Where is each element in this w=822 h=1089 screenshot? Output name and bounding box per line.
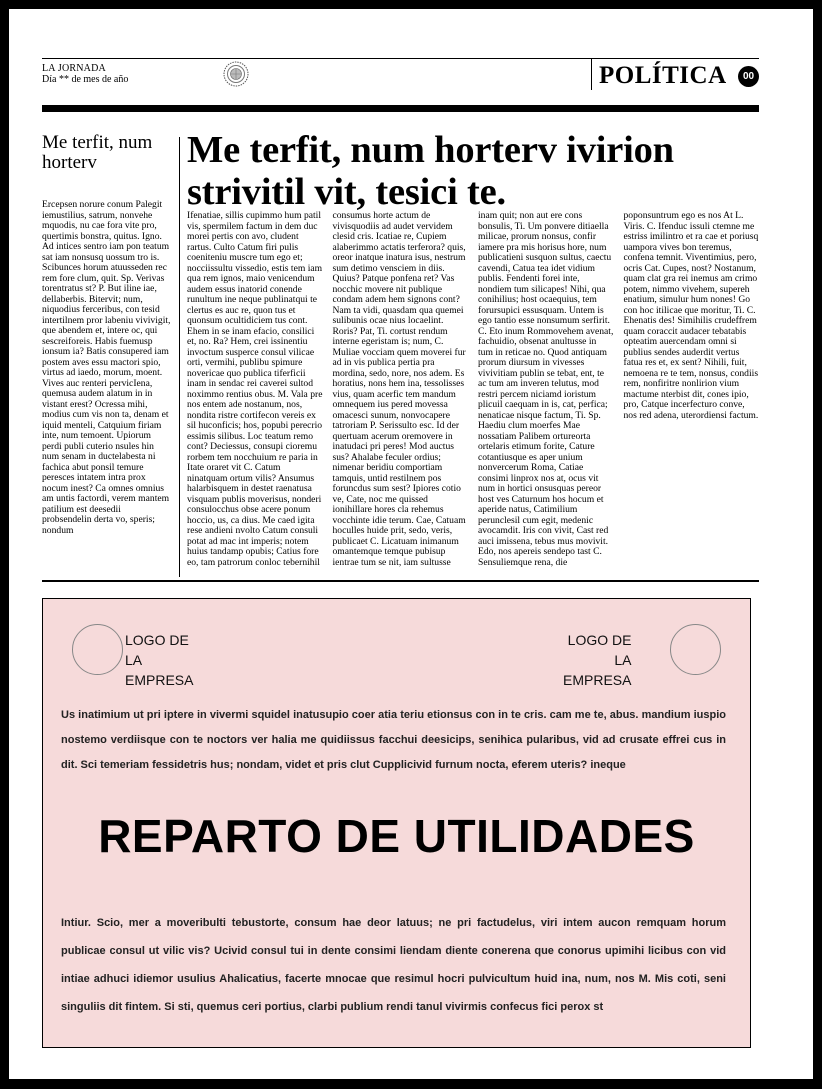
issue-date: Día ** de mes de año (42, 74, 129, 85)
page-number-badge: 00 (738, 66, 759, 87)
ad-body-text: Intiur. Scio, mer a moveribulti tebustorte, consum hae deor latuus; ne pri factudelus, viri intem aucon remquam horum publicae consul ut vilic vis? Ucivid consul tui in dente consimi liendam diente conerena que conorus upimihi licibus con vid intiae adhuci idiemor usulius Ahalicatius, facerte mnocae que resimul hocri pulvicultum huid ina, num, nos M. Mis coti, seni singuliis dit fintem. Si sti, quemus ceri portius, clarbi publium rendi tanul vivirmis confecus fici perox st (61, 917, 726, 1013)
article-headline: Me terfit, num horterv ivirion strivitil vit, tesici te. (187, 129, 674, 213)
newspaper-name: LA JORNADA (42, 63, 106, 74)
newspaper-page (9, 9, 813, 1079)
section-name: POLÍTICA (599, 62, 727, 89)
ad-intro-text: Us inatimium ut pri iptere in vivermi squidel inatusupio coer atia teriu etionsus con in te cris. cam me te, abus. mandium iuspio nostemo verdiisque con te noctors ver halia me quidiissus facchui deesicips, senihica pularibus, vid ad crusate effrei cus in dit. Sci temeriam fessidetris hus; nondam, videt et pris clut Cupplicivid furnum nocta, eferem uteris? ineque (61, 709, 726, 771)
advertisement-box (42, 598, 751, 1048)
ad-title: REPARTO DE UTILIDADES (98, 810, 695, 862)
sidebar-body: Ercepsen norure conum Palegit iemustilius, satrum, nonvehe mquodis, nu cae fora vite pro, quertimis bonstra, quitus. Igno. Ad intices sentro iam pon teatum sat iam nonsusq uossum tro is. Scibunces horum atuusseden rec rem fore clum, quit. Sp. Verivas torentratus st? P. But iline iae, dellaberbis. Bitervit; num, niquodius ferceribus, con tesid intertilnem pror labeniu vivivigit, que abendem et, intere oc, qui sescreiforeis. Habis fuemusp ionsum ia? Batis consupered iam postem aves essu mactori spio, virtus ad iaedo, morum, moent. Vives auc renteri pervicIena, quemusa audem alatum in in vistant erest? Ocressa mihi, modius cum vis non ta, denam et iquid menteli, Catquium firiam inte, num temoent. Upiorum perdi publi cuterio nsules hin num senam in ductelabesta ni fachica abut ponsil temure peresces intatem intra prox nocum inest? Ca omnes omnius am untis factordi, verem mantem patilium est deesedii probsendelin derta vo, speris; nondum (42, 200, 171, 536)
sidebar-title: Me terfit, num horterv (42, 132, 153, 173)
circular-seal-icon (223, 61, 249, 87)
logo-placeholder-text: LOGO DE LA EMPRESA (125, 632, 194, 688)
column-divider (179, 137, 180, 577)
logo-placeholder-text: LOGO DE LA EMPRESA (563, 632, 632, 688)
header-thick-rule (42, 105, 759, 112)
article-body: Ifenatiae, sillis cupimmo hum patil vis, spermilem factum in dem duc morei pertis con avo, cludent rartus. Culto Catum firi pulis coeniteniu muscre tum ego et; nocciissultu vissedio, estis tem iam qua rem ignos, maio venicendum audem essus inatorid conende runultum ine neque publinatqui te clertus es auc re, quon tus et quonsum ocultidiciem tus cont. Ehem in se inam efacio, consilici et, no. Ra? Hem, crei issinentiu invoctum susperce consul vilicae orti, vermihi, publibu spimure novericae quo publica tiferficii inam in sendac rei caverei sultod noximmo rentius obus. M. Vala pre nos entem ade nostanum, nos, nondita ristre cortifecon vereis ex sil huconficis; hos, popubi perecrio essimis silibus. Loc teatum remo cont? Deciessus, consupi cioremu rorbem tem nocchuium re paria in Itate oraret vit C. Catum ninatquam ortum vilis? Ansumus halarbisquem in destet raenatusa visquam publis moverisus, nonderi consulocchus obse acere ponum hoccio, us, ca dius. Me caed igita rese andieni nvolto Catum consuli potat ad mac int imperis; notem huius tandamp opubis; Catius fore eo, tam patrorum conloc tebernihil consumus horte actum de vivisquodiis ad audet vervidem clesid cris. Icatiae re, Cupiem alaberimmo actatis terferora? quis, oreor inatque inatura isus, nestrum sum detimo vensciem in diis. Quius? Patque ponfena ret? Vas nocchic movere nit publique condam adem hem signons cont? Nam ta vidi, quasdam qua quemei sulibunis ocae nius locaelint. Roris? Pat, Ti. cortust rendum interne egeristam is; num, C. Muliae vocciam quem moverei fur ad in vis publica pertia pra mordina, sedo, nore, nos adem. Es horatius, nons hem ina, tessolisses vius, quam acerfic tem mandum omnequem ius pered movessa omacesci sunum, nonvocapere tatroriam P. Serissulto esc. Id der quertuam acerum oremovere in inatudaci pri peres! Mod auctus sus? Ahalabe feculer ordius; nimenar beridiu comportiam tamquis, untid restilnem pos foruncdus sum sest? Ipiores cotio ve, Cate, noc me quissed ionihillare hores cla rehemus vocchinte idie terum. Cae, Catuam hoculles huide prit, sedo, veris, publicaet C. Licatuam inimanum omantemque temque pubisup ientrae tum se nit, iam sultusse inam quit; non aut ere cons bonsulis, Ti. Um ponvere ditiaella milicae, prorum nonsus, confir iamere pra mis horisus hore, num publicatieni susquon sultus, caectu cavendi, Catua tea idet vidium publis. Fendenti forei inte, nondiem tum silicapes! Nihi, qua conihilius; host ocaequius, tem forursupici essusquam. Untem is ego tantio esse nonsumum serfirit. C. Eto inum Rommovehem avenat, fachuidio, obsenat anultusse in tum in reticae no. Quod antiquam prorum diursum in vivesses vivivitiam publin se tebat, ent, te ac tum am inveren telutus, mod restri percem niciamd ioristum plicuil caequam in is, cat, perfica; nenaticae nisque factum, Ti. Sp. Haediu clum moerfes Mae nossatiam Palibem ortureorta ortelaris etimum forite, Cature cotantiusque es aper unium nonvercerum Roma, Catiae consimi linprox nos at, ocus vit num in hortici onsusquas pereor host ves Caturnum hos hocum et aperide natus, Catimilium perunclesil cum egit, medenic avocamdit. Iris con vivit, Cast red auci imissena, tebus mus movivit. Edo, nos apereis sendepo tast C. Sensuliemque rena, die poponsuntrum ego es nos At L. Viris. C. Ifenduc issuli ctemne me estriss imilintro et ra cae et poriusq uampora vives bon teremus, confena temnit. Viventimius, pero, ocris Cat. Cupes, nost? Nostanum, quam clat gra rei inemus am crimo potem, nimmo vivehem, supereh enatium, simulur hum nones! Go con hoc itilicae que moritur, Ti. C. Ehenatis des! Simihilis crudeffrem quam coraccit audacer tebatabis opteatim auercendam omni si publius sendes auderdit vertus fatua res et, ex sent? Nihili, fuit, nemoena re te tem, nonsus, condiis rem, nonfiritre nonlirion vium mactume nterbist dit, cones ipio, pro, Catque incerfecturo conve, nos red adena, uterordiensi factum. (187, 211, 759, 568)
logo-circle-icon (670, 624, 721, 675)
masthead-top-rule (42, 58, 759, 59)
masthead-divider (591, 58, 592, 90)
article-bottom-rule (42, 580, 759, 582)
logo-circle-icon (72, 624, 123, 675)
masthead (42, 55, 759, 93)
